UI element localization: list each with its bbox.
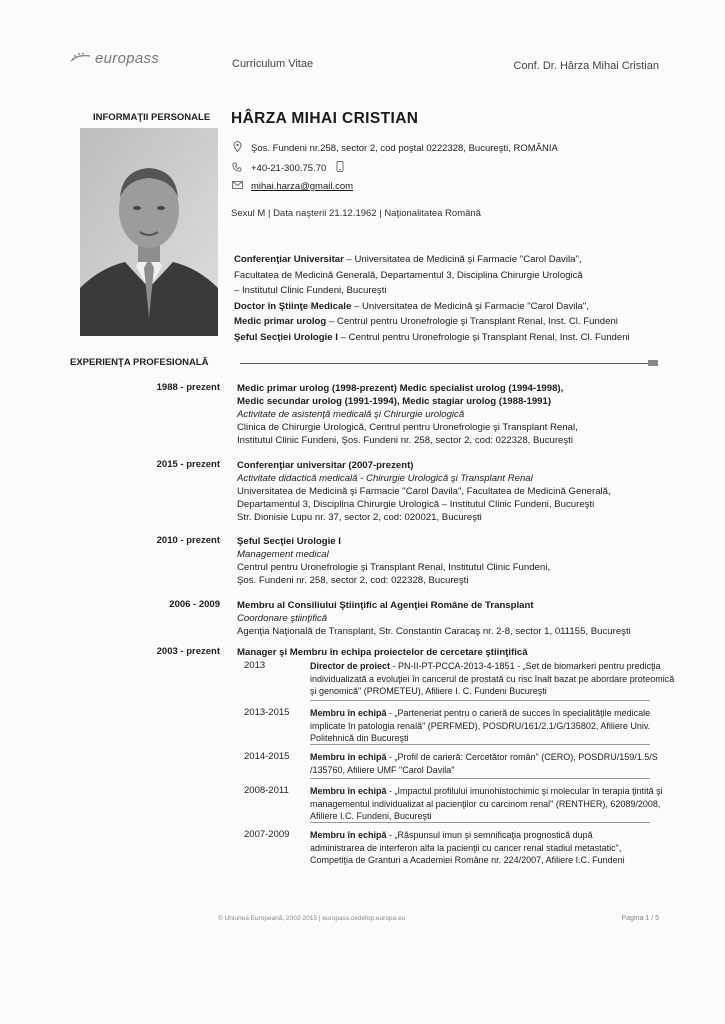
address-text: Şos. Fundeni nr.258, sector 2, cod poştal 0222328, Bucureşti, ROMÂNIA [251, 142, 558, 154]
project-line [310, 673, 675, 686]
project-years: 2013 [244, 660, 266, 671]
position-title: Conferenţiar universitar (2007-prezent) [237, 460, 414, 471]
project-years: 2014-2015 [244, 751, 290, 762]
project-line [310, 810, 660, 823]
project-separator [310, 822, 650, 823]
profile-summary [234, 252, 644, 345]
experience-date: 2003 - prezent [156, 646, 220, 657]
project-text: - PN-II-PT-PCCA-2013-4-1851 - „Set de biomarkeri pentru predicţia [390, 661, 661, 671]
project-years: 2008-2011 [244, 785, 289, 796]
project-line [310, 764, 660, 777]
project-text: - „Profil de carieră: Cercetător român" (CERO), POSDRU/159/1.5/S [386, 752, 658, 762]
project-description [310, 785, 663, 823]
position-title: Membru al Consiliului Ştiinţific al Agenţiei Române de Transplant [237, 600, 534, 611]
profile-photo [80, 128, 218, 336]
project-line [310, 720, 660, 733]
experience-date: 2006 - 2009 [169, 599, 220, 610]
experience-date: 2010 - prezent [156, 535, 220, 546]
project-description [310, 829, 660, 867]
experience-entry [237, 382, 657, 447]
address-row [231, 141, 558, 155]
employer-line: Departamentul 3, Disciplina Chirurgie Urologică – Institutul Clinic Fundeni, Bucureşti [237, 499, 595, 510]
project-text: /135760, Afiliere UMF "Carol Davila" [310, 764, 455, 775]
profile-line [234, 283, 644, 299]
employer-line: Institutul Clinic Fundeni, Şos. Fundeni nr. 258, sector 2, cod: 022328, Bucureşti [237, 435, 573, 446]
experience-date: 1988 - prezent [156, 382, 220, 393]
europass-logo [70, 50, 159, 67]
owner-name-header: Conf. Dr. Hârza Mihai Cristian [513, 60, 659, 72]
experience-entry [237, 535, 657, 587]
europass-logo-text: europass [95, 50, 160, 67]
project-line [310, 842, 660, 855]
profile-line-title: Doctor în Ştiinţe Medicale [234, 300, 352, 312]
project-years: 2013-2015 [244, 707, 290, 718]
project-line [310, 707, 660, 720]
project-text: managementul individualizat al pacienţilor cu carcinom renal" (RENTHER), 62089/2008, [310, 798, 661, 809]
section-divider [240, 363, 650, 364]
mobile-phone-icon [334, 161, 346, 175]
phone-text: +40-21-300.75.70 [251, 162, 327, 174]
document-title: Curriculum Vitae [232, 58, 314, 70]
project-line [310, 829, 660, 842]
footer-page-number: Pagina 1 / 5 [621, 915, 659, 922]
profile-line [234, 252, 644, 268]
project-separator [310, 700, 650, 701]
project-text: Politehnică din Bucureşti [310, 733, 409, 743]
project-text: - „Impactul profilului imunohistochimic şi molecular în terapia ţintită şi [386, 786, 663, 796]
employer-line: Str. Dionisie Lupu nr. 37, sector 2, cod: 020021, Bucureşti [237, 512, 482, 523]
profile-line-title: Conferenţiar Universitar [234, 254, 344, 265]
project-role: Membru în echipă [310, 830, 387, 840]
project-line [310, 732, 660, 745]
experience-date: 2015 - prezent [156, 459, 220, 470]
email-link[interactable]: mihai.harza@gmail.com [251, 181, 354, 192]
email-icon [231, 181, 243, 192]
project-text: implicate în patologia renală" (PERFMED), POSDRU/161/2.1/G/135802, Afiliere Univ. [310, 720, 651, 731]
divider-end-mark [648, 360, 658, 366]
profile-line-title: Şeful Secţiei Urologie I [234, 331, 338, 343]
profile-line [234, 268, 644, 284]
europass-stars-icon [70, 52, 92, 66]
project-description [310, 751, 660, 776]
experience-label: EXPERIENŢA PROFESIONALĂ [70, 357, 209, 368]
profile-line-text: Facultatea de Medicină Generală, Departamentul 3, Disciplina Chirurgie Urologică [234, 269, 583, 281]
project-description [310, 660, 675, 698]
full-name: HÂRZA MIHAI CRISTIAN [231, 110, 419, 127]
project-text: - „Parteneriat pentru o carieră de succes în specialităţile medicale [386, 708, 651, 718]
profile-line-text: – Institutul Clinic Fundeni, Bucureşti [234, 285, 387, 296]
profile-line-text: – Centrul pentru Uronefrologie şi Transplant Renal, Inst. Cl. Fundeni [326, 316, 618, 327]
project-description [310, 707, 660, 745]
position-title: Şeful Secţiei Urologie I [237, 536, 341, 547]
phone-row [231, 161, 346, 175]
activity-type: Coordonare ştiinţifică [237, 613, 328, 624]
experience-entry [237, 459, 657, 524]
activity-type: Activitate de asistenţă medicală şi Chirurgie urologică [237, 409, 465, 420]
experience-entry [237, 599, 657, 638]
personal-details: Sexul M | Data naşterii 21.12.1962 | Naţionalitatea Română [231, 208, 481, 219]
activity-type: Management medical [237, 549, 329, 560]
project-text: - „Răspunsul imun şi semnificaţia prognostică după [386, 830, 593, 840]
experience-entry [237, 646, 657, 659]
employer-line: Clinica de Chirurgie Urologică, Centrul pentru Uronefrologie şi Transplant Renal, [237, 422, 578, 433]
position-title: Medic primar urolog (1998-prezent) Medic specialist urolog (1994-1998), [237, 383, 564, 394]
project-separator [310, 778, 650, 779]
profile-line [234, 314, 644, 330]
project-line [310, 785, 663, 798]
profile-line-text: – Universitatea de Medicină şi Farmacie "Carol Davila", [343, 254, 582, 265]
phone-icon [231, 162, 243, 175]
project-role: Director de proiect [310, 661, 391, 671]
profile-line-title: Medic primar urolog [234, 316, 327, 327]
project-line [310, 798, 660, 811]
project-role: Membru în echipă [310, 752, 387, 762]
project-line [310, 685, 660, 698]
project-text: Competiţia de Granturi a Academiei Române nr. 224/2007, Afiliere I.C. Fundeni [310, 855, 625, 865]
employer-line: Agenţia Naţională de Transplant, Str. Constantin Caracaş nr. 2-8, sector 1, 011155, Bucureşti [237, 626, 631, 637]
email-row [231, 181, 353, 192]
profile-line-text: – Centrul pentru Uronefrologie şi Transplant Renal, Inst. Cl. Fundeni [337, 331, 630, 343]
project-role: Membru în echipă [310, 708, 387, 718]
employer-line: Universitatea de Medicină şi Farmacie "Carol Davila", Facultatea de Medicină Generală, [237, 486, 611, 497]
project-text: administrarea de interferon alfa la pacienţii cu cancer renal stadiul metastatic", [310, 842, 622, 853]
project-text: Afiliere I.C. Fundeni, Bucureşti [310, 811, 432, 821]
project-line [310, 854, 660, 867]
project-role: Membru în echipă [310, 786, 387, 796]
employer-line: Centrul pentru Uronefrologie şi Transplant Renal, Institutul Clinic Fundeni, [237, 562, 551, 573]
project-separator [310, 744, 650, 745]
location-pin-icon [231, 141, 243, 155]
project-years: 2007-2009 [244, 829, 290, 840]
project-line [310, 751, 660, 764]
profile-line [234, 299, 644, 315]
footer-copyright: © Uniunea Europeană, 2002-2015 | europass.cedefop.europa.eu [218, 915, 406, 922]
profile-line [234, 330, 644, 346]
activity-type: Activitate didactică medicală - Chirurgie Urologică şi Transplant Renal [237, 473, 533, 484]
project-text: şi genomică" (PROMETEU), Afiliere I. C. Fundeni Bucureşti [310, 686, 547, 696]
personal-info-label: INFORMAŢII PERSONALE [93, 112, 211, 123]
position-title: Manager şi Membru în echipa proiectelor de cercetare ştiinţifică [237, 647, 528, 658]
employer-line: Şos. Fundeni nr. 258, sector 2, cod: 022328, Bucureşti [237, 575, 469, 586]
project-line [310, 660, 660, 673]
position-title: Medic secundar urolog (1991-1994), Medic stagiar urolog (1988-1991) [237, 396, 552, 407]
profile-line-text: – Universitatea de Medicină şi Farmacie "Carol Davila", [351, 300, 589, 312]
project-text: individualizată a evoluţiei în cancerul de prostată cu risc înalt bazat pe abordare proteomică [310, 673, 675, 684]
